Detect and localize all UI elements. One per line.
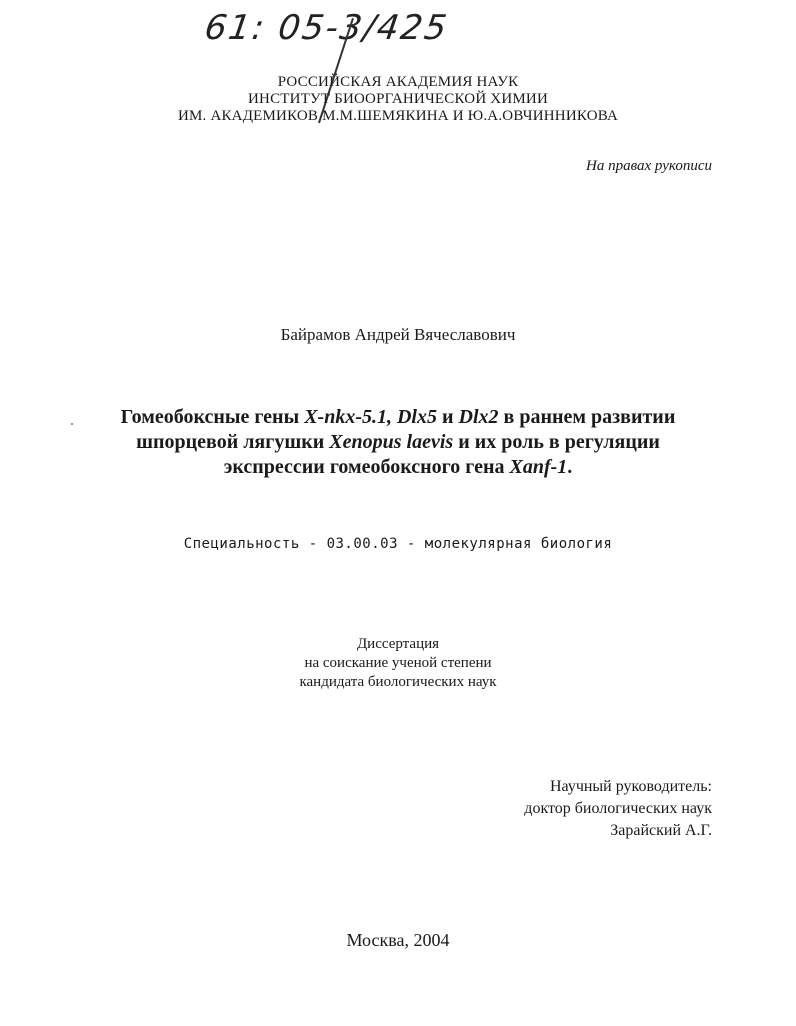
title-text: . <box>567 456 573 478</box>
title-text: шпорцевой лягушки <box>136 431 330 453</box>
gene-name: Xanf-1 <box>509 456 568 478</box>
supervisor-name: Зарайский А.Г. <box>610 822 712 839</box>
supervisor-label: Научный руководитель: <box>549 778 712 795</box>
title-text: и <box>437 406 459 428</box>
rights-note: На правах рукописи <box>586 158 712 174</box>
title-line-2 <box>0 429 796 455</box>
title-text: в раннем развитии <box>498 406 676 428</box>
institution-line-3: ИМ. АКАДЕМИКОВ М.М.ШЕМЯКИНА И Ю.А.ОВЧИННИКОВА <box>177 108 619 124</box>
city-year: Москва, 2004 <box>346 930 450 950</box>
dissertation-purpose: на соискание ученой степени <box>304 655 492 671</box>
institution-line-2: ИНСТИТУТ БИООРГАНИЧЕСКОЙ ХИМИИ <box>248 91 548 107</box>
title-text: Гомеобоксные гены <box>120 406 305 428</box>
handwritten-catalog-number: 61: 05-3/425 <box>202 8 451 48</box>
gene-name: X-nkx-5.1, Dlx5 <box>304 406 437 428</box>
supervisor-degree: доктор биологических наук <box>524 800 712 817</box>
gene-name: Dlx2 <box>458 406 499 428</box>
dissertation-degree: кандидата биологических наук <box>299 674 497 690</box>
scan-speck <box>71 423 73 425</box>
institution-line-1: РОССИЙСКАЯ АКАДЕМИЯ НАУК <box>277 74 519 90</box>
species-name: Xenopus laevis <box>329 431 454 453</box>
title-line-3 <box>0 454 796 480</box>
dissertation-type: Диссертация <box>356 636 440 652</box>
title-text: и их роль в регуляции <box>453 431 660 453</box>
title-text: экспрессии гомеобоксного гена <box>223 456 510 478</box>
title-line-1 <box>0 404 796 430</box>
specialty: Специальность - 03.00.03 - молекулярная биология <box>183 536 613 552</box>
author-name: Байрамов Андрей Вячеславович <box>280 325 516 344</box>
